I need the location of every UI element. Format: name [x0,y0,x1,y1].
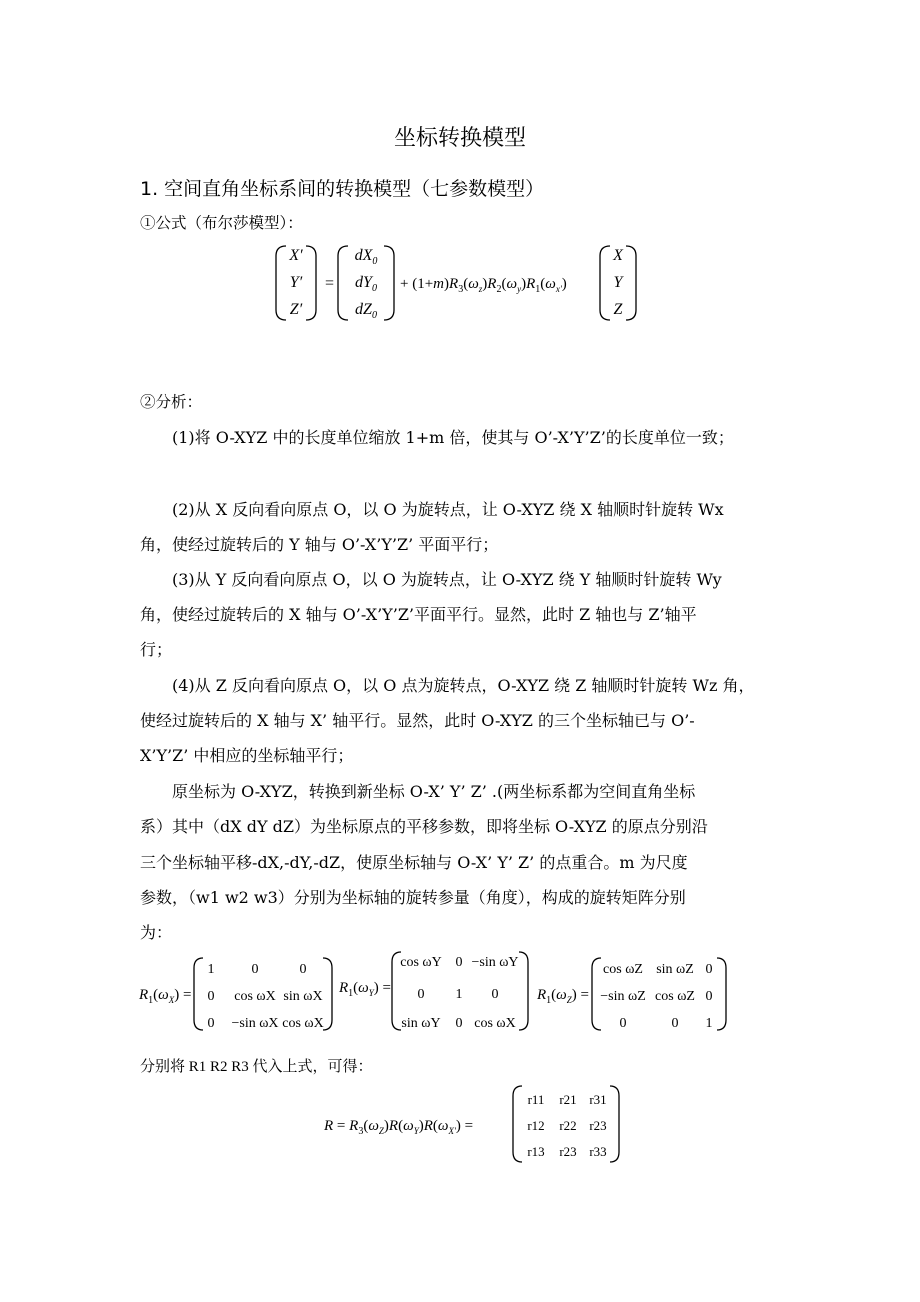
matrix-cell: cos ωZ [603,962,643,977]
bracket-right [384,246,394,320]
analysis-label: ②分析： [140,393,203,411]
matrix-cell: r31 [589,1092,607,1107]
combined-rotation [320,1082,630,1166]
r2-label: $R_1(\omega_Y)$ = [339,980,391,999]
bracket-right [717,958,726,1030]
matrix-cell: sin ωX [283,989,323,1004]
bracket-left [276,246,286,320]
matrix-cell: sin ωY [401,1016,441,1031]
formula-label: ①公式（布尔莎模型）： [140,214,303,232]
matrix-cell: 0 [619,1016,627,1031]
matrix-cell: 0 [251,962,259,977]
step-4-line1: (4)从 Z 反向看向原点 O，以 O 点为旋转点，O-XYZ 绕 Z 轴顺时针旋转 Wz 角， [172,676,755,695]
matrix-cell: cos ωX [282,1016,324,1031]
matrix-cell: 1 [207,962,215,977]
matrix-cell: cos ωX [234,989,276,1004]
matrix-r2 [400,955,518,1031]
bracket-right [610,1086,619,1162]
matrix-cell: r11 [527,1092,545,1107]
matrix-cell: −sin ωZ [600,989,646,1004]
matrix-cell: sin ωZ [656,962,694,977]
paragraph-line3: 三个坐标轴平移-dX,-dY,-dZ，使原坐标轴与 O-X’ Y’ Z’ 的点重合。m 为尺度 [140,853,688,872]
matrix-cell: r21 [559,1092,577,1107]
matrix-cell: −sin ωX [231,1016,279,1031]
rotation-matrices [135,948,735,1040]
matrix-cell: r23 [559,1144,577,1159]
matrix-cell: −sin ωY [471,955,519,970]
matrix-cell: r23 [589,1118,607,1133]
substitution-text: 分别将 R1 R2 R3 代入上式，可得： [140,1059,373,1075]
matrix-cell: 0 [207,1016,215,1031]
bracket-left [194,958,203,1030]
lhs-x: X′ [289,247,303,264]
matrix-cell: 1 [455,987,463,1002]
matrix-cell: r33 [589,1144,607,1159]
bracket-left [513,1086,522,1162]
matrix-cell: cos ωX [474,1016,516,1031]
step-4-line3: X’Y’Z’ 中相应的坐标轴平行； [140,746,354,765]
matrix-r1 [208,962,324,1031]
matrix-r3 [600,962,712,1031]
rhs-z: Z [613,301,623,318]
shift-dy: $dY_0$ [355,274,377,294]
step-2-line2: 角，使经过旋转后的 Y 轴与 O’-X’Y’Z’ 平面平行； [140,535,499,554]
bracket-right [323,958,332,1030]
lhs-z: Z′ [289,301,303,318]
paragraph-line5: 为： [140,923,173,942]
shift-dz: $dZ_0$ [355,301,377,321]
step-3-line3: 行； [140,640,173,659]
matrix-cell: 0 [705,989,713,1004]
bracket-right [306,246,316,320]
r1-label: $R_1(\omega_X)$ = [139,987,192,1006]
formula-operator: + $(1+m)R_3(\omega_z)R_2(\omega_y)R_1(\omega_{x'})$ [400,276,567,295]
matrix-cell: 0 [491,987,499,1002]
equals-sign: = [325,275,335,292]
bracket-right [519,952,528,1030]
bracket-right [626,246,636,320]
r-label: $R = R_3(\omega_Z)R(\omega_Y)R(\omega_{X'})$ = [324,1118,474,1137]
matrix-cell: 0 [455,955,463,970]
matrix-cell: 0 [417,987,425,1002]
matrix-cell: cos ωY [400,955,442,970]
shift-dx: $dX_0$ [354,247,378,267]
matrix-cell: r22 [559,1118,577,1133]
page-title: 坐标转换模型 [393,126,526,151]
matrix-cell: r12 [527,1118,545,1133]
step-3-line1: (3)从 Y 反向看向原点 O，以 O 为旋转点，让 O-XYZ 绕 Y 轴顺时针旋转 Wy [172,570,722,589]
matrix-cell: r13 [527,1144,545,1159]
paragraph-line2: 系）其中（dX dY dZ）为坐标原点的平移参数，即将坐标 O-XYZ 的原点分别沿 [140,817,708,836]
matrix-r [527,1092,606,1159]
r3-label: $R_1(\omega_Z)$ = [537,987,589,1006]
matrix-cell: 0 [207,989,215,1004]
paragraph-line4: 参数，（w1 w2 w3）分别为坐标轴的旋转参量（角度），构成的旋转矩阵分别 [140,888,686,907]
rhs-y: Y [613,274,623,291]
matrix-cell: 0 [671,1016,679,1031]
rhs-x: X [613,247,623,264]
matrix-cell: cos ωZ [655,989,695,1004]
step-4-line2: 使经过旋转后的 X 轴与 X’ 轴平行。显然，此时 O-XYZ 的三个坐标轴已与 O’- [140,711,695,730]
matrix-cell: 0 [299,962,307,977]
paragraph-line1: 原坐标为 O-XYZ，转换到新坐标 O-X’ Y’ Z’ .(两坐标系都为空间直角坐标 [172,782,696,801]
bracket-left [600,246,610,320]
step-2-line1: (2)从 X 反向看向原点 O，以 O 为旋转点，让 O-XYZ 绕 X 轴顺时针旋转 Wx [172,500,724,519]
matrix-cell: 0 [455,1016,463,1031]
step-1: (1)将 O-XYZ 中的长度单位缩放 1+m 倍，使其与 O’-X’Y’Z’的长度单位一致； [172,428,734,447]
lhs-y: Y′ [289,274,303,291]
matrix-cell: 0 [705,962,713,977]
section-heading: 1. 空间直角坐标系间的转换模型（七参数模型） [140,178,545,200]
bracket-left [338,246,348,320]
bursa-formula [270,238,650,328]
step-3-line2: 角，使经过旋转后的 X 轴与 O’-X’Y’Z’平面平行。显然，此时 Z 轴也与 Z’轴平 [140,605,697,624]
matrix-cell: 1 [705,1016,713,1031]
